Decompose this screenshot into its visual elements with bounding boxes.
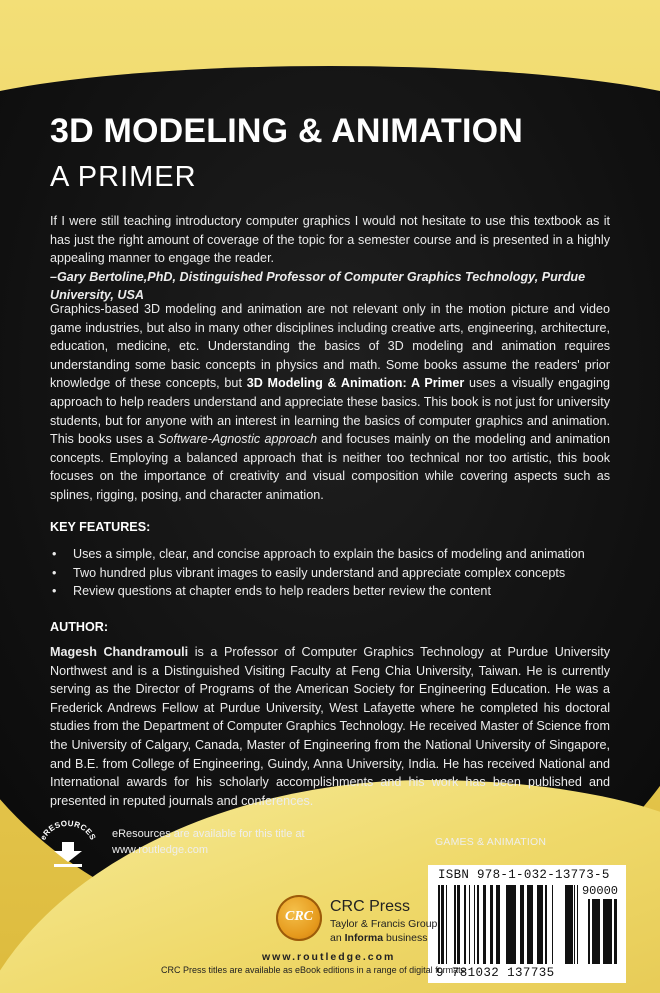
ebook-note: CRC Press titles are available as eBook editions in a range of digital formats: [161, 965, 466, 975]
key-features-list: [50, 545, 610, 601]
barcode-addon: 90000: [581, 884, 618, 898]
endorsement: [50, 212, 610, 305]
book-title: 3D MODELING & ANIMATION: [50, 112, 524, 150]
genre-label: GAMES & ANIMATION: [435, 836, 547, 848]
description-part-2: uses a visually engaging approach to help readers understand and appreciate these basics. This book is not just for university students, but for anyone with an interest in learning the basics of computer graphics and animation. This books uses a: [50, 376, 610, 447]
eresources-logo-text: eRESOURCES: [38, 820, 98, 842]
eresources-line-1: eResources are available for this title at: [112, 828, 305, 840]
author-bio-text: is a Professor of Computer Graphics Technology at Purdue University Northwest and is a Distinguished Visiting Faculty at Feng Chia University, Taiwan. He is currently serving as the Director of Programs of the American Society for Engineering Education. He was a Frederick Andrews Fellow at Purdue University, West Lafayette where he completed his doctoral studies from the Department of Computer Graphics Technology. He received Master of Science from the University of Calgary, Canada, Master of Engineering from the National University of Singapore, and B.E. from College of Engineering, Guindy, Anna University, India. He has received National and International awards for his scholarly accomplishments and his work has been published and presented in reputed journals and conferences.: [50, 645, 610, 808]
description-part-3: and focuses mainly on the modeling and animation concepts. Employing a balanced approach that is neither too technical nor too artistic, this book focuses on the importance of creativity and visual composition while covering aspects such as splines, rigging, posing, and character animation.: [50, 432, 610, 502]
isbn-label: ISBN 978-1-032-13773-5: [438, 868, 610, 882]
publisher-group: Taylor & Francis Group: [330, 918, 438, 930]
author-bio: [50, 643, 610, 810]
eresources-logo-icon: [38, 820, 98, 868]
key-feature-item: • Review questions at chapter ends to help readers better review the content: [50, 582, 610, 601]
book-description: [50, 300, 610, 505]
informa-prefix: an: [330, 932, 345, 944]
endorsement-attribution: –Gary Bertoline,PhD, Distinguished Professor of Computer Graphics Technology, Purdue University, USA: [50, 269, 586, 303]
endorsement-quote: If I were still teaching introductory computer graphics I would not hesitate to use this textbook as it has just the right amount of coverage of the topic for a semester course and is presented in a highly appealing manner to engage the reader.: [50, 214, 610, 266]
publisher-name: CRC Press: [330, 898, 411, 915]
description-book-title: 3D Modeling & Animation: A Primer: [246, 376, 465, 391]
description-italic-phrase: Software-Agnostic approach: [158, 432, 317, 447]
eresources-info: [112, 826, 305, 858]
publisher-url[interactable]: www.routledge.com: [262, 951, 396, 963]
description-part-1: Graphics-based 3D modeling and animation are not relevant only in the motion picture and video game industries, but also in many other disciplines including creative arts, engineering, architecture, education, medicine, etc. Understanding the basics of 3D modeling and animation requires understanding some basic concepts in physics and math. Some books assume the readers' prior knowledge of these concepts, but: [50, 302, 610, 391]
key-features-heading: KEY FEATURES:: [50, 520, 151, 534]
crc-logo-text: CRC: [284, 909, 313, 924]
eresources-url[interactable]: www.routledge.com: [112, 844, 208, 856]
key-feature-item: • Uses a simple, clear, and concise approach to explain the basics of modeling and animation: [50, 545, 610, 564]
author-heading: AUTHOR:: [50, 620, 109, 634]
author-name: Magesh Chandramouli: [50, 645, 189, 659]
book-subtitle: A PRIMER: [50, 161, 197, 193]
informa-name: Informa: [344, 932, 384, 944]
crc-logo-icon: [276, 895, 322, 941]
key-feature-item: • Two hundred plus vibrant images to easily understand and appreciate complex concepts: [50, 564, 610, 583]
ean-number: 9 781032 137735: [436, 966, 555, 980]
informa-suffix: business: [383, 932, 428, 944]
publisher-informa: [330, 932, 427, 944]
svg-text:eRESOURCES: [38, 820, 97, 842]
